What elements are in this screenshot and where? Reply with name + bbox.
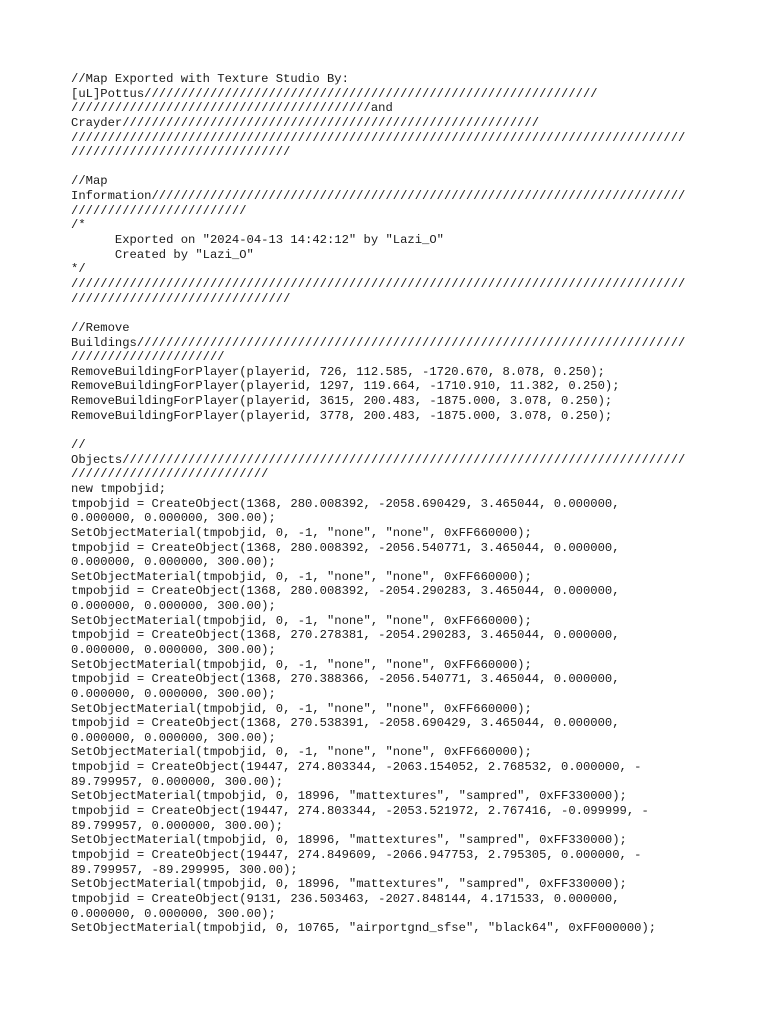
code-line: ///////////////////// xyxy=(71,350,225,365)
code-line: RemoveBuildingForPlayer(playerid, 1297, 119.664, -1710.910, 11.382, 0.250); xyxy=(71,379,620,394)
code-line: tmpobjid = CreateObject(19447, 274.803344, -2063.154052, 2.768532, 0.000000, - xyxy=(71,760,642,775)
code-line: SetObjectMaterial(tmpobjid, 0, 18996, "mattextures", "sampred", 0xFF330000); xyxy=(71,877,627,892)
code-line: tmpobjid = CreateObject(9131, 236.503463, -2027.848144, 4.171533, 0.000000, xyxy=(71,891,620,906)
code-line: 89.799957, 0.000000, 300.00); xyxy=(71,774,284,789)
code-line: //////////////////////////////////////////////////////////////////////////////////// xyxy=(71,276,686,291)
code-line: //////////////////////////////////////////////////////////////////////////////////// xyxy=(71,130,686,145)
code-line: RemoveBuildingForPlayer(playerid, 3778, 200.483, -1875.000, 3.078, 0.250); xyxy=(71,408,613,423)
code-line: /////////////////////////// xyxy=(71,467,269,482)
code-line: 0.000000, 0.000000, 300.00); xyxy=(71,730,276,745)
code-line: 0.000000, 0.000000, 300.00); xyxy=(71,555,276,570)
code-line: //Map Exported with Texture Studio By: xyxy=(71,72,349,86)
code-line: SetObjectMaterial(tmpobjid, 0, 18996, "mattextures", "sampred", 0xFF330000); xyxy=(71,789,627,804)
code-line: tmpobjid = CreateObject(1368, 280.008392, -2054.290283, 3.465044, 0.000000, xyxy=(71,584,620,599)
code-line: /* xyxy=(71,218,86,233)
code-line: SetObjectMaterial(tmpobjid, 0, -1, "none", "none", 0xFF660000); xyxy=(71,525,532,540)
code-line: Crayder///////////////////////////////////////////////////////// xyxy=(71,115,540,130)
code-line: */ xyxy=(71,262,86,277)
code-line: 89.799957, -89.299995, 300.00); xyxy=(71,862,298,877)
code-line: SetObjectMaterial(tmpobjid, 0, -1, "none", "none", 0xFF660000); xyxy=(71,657,532,672)
code-line: //////////////////////// xyxy=(71,203,247,218)
code-line: 0.000000, 0.000000, 300.00); xyxy=(71,599,276,614)
code-line: tmpobjid = CreateObject(19447, 274.803344, -2053.521972, 2.767416, -0.099999, - xyxy=(71,804,649,819)
code-line: 0.000000, 0.000000, 300.00); xyxy=(71,642,276,657)
code-line: SetObjectMaterial(tmpobjid, 0, 18996, "mattextures", "sampred", 0xFF330000); xyxy=(71,833,627,848)
code-line: SetObjectMaterial(tmpobjid, 0, -1, "none", "none", 0xFF660000); xyxy=(71,569,532,584)
code-line xyxy=(71,306,711,321)
code-line: //Remove xyxy=(71,320,130,335)
code-line: //Map xyxy=(71,174,108,189)
code-line: Buildings/////////////////////////////////////////////////////////////////////////// xyxy=(71,335,686,350)
code-line: ////////////////////////////// xyxy=(71,145,291,160)
code-line: Information///////////////////////////////////////////////////////////////////////// xyxy=(71,189,686,204)
code-line: ////////////////////////////// xyxy=(71,291,291,306)
code-line: SetObjectMaterial(tmpobjid, 0, -1, "none", "none", 0xFF660000); xyxy=(71,613,532,628)
code-line: 0.000000, 0.000000, 300.00); xyxy=(71,906,276,921)
code-line: SetObjectMaterial(tmpobjid, 0, 10765, "airportgnd_sfse", "black64", 0xFF000000); xyxy=(71,921,657,936)
code-line: // xyxy=(71,438,86,453)
code-line: tmpobjid = CreateObject(1368, 270.388366, -2056.540771, 3.465044, 0.000000, xyxy=(71,672,620,687)
code-line: 89.799957, 0.000000, 300.00); xyxy=(71,818,284,833)
code-line: tmpobjid = CreateObject(1368, 280.008392, -2058.690429, 3.465044, 0.000000, xyxy=(71,496,620,511)
code-line: tmpobjid = CreateObject(1368, 270.278381, -2054.290283, 3.465044, 0.000000, xyxy=(71,628,620,643)
code-listing xyxy=(71,72,711,936)
code-line: RemoveBuildingForPlayer(playerid, 726, 112.585, -1720.670, 8.078, 0.250); xyxy=(71,364,605,379)
code-line: 0.000000, 0.000000, 300.00); xyxy=(71,511,276,526)
code-line: 0.000000, 0.000000, 300.00); xyxy=(71,686,276,701)
code-line: Created by "Lazi_O" xyxy=(71,247,254,262)
code-line: [uL]Pottus////////////////////////////////////////////////////////////// xyxy=(71,86,598,101)
code-line: tmpobjid = CreateObject(1368, 280.008392, -2056.540771, 3.465044, 0.000000, xyxy=(71,540,620,555)
code-line: SetObjectMaterial(tmpobjid, 0, -1, "none", "none", 0xFF660000); xyxy=(71,701,532,716)
code-line: Exported on "2024-04-13 14:42:12" by "Lazi_O" xyxy=(71,233,444,248)
code-line: RemoveBuildingForPlayer(playerid, 3615, 200.483, -1875.000, 3.078, 0.250); xyxy=(71,394,613,409)
code-line: tmpobjid = CreateObject(19447, 274.849609, -2066.947753, 2.795305, 0.000000, - xyxy=(71,847,642,862)
code-line xyxy=(71,423,711,438)
code-line: /////////////////////////////////////////and xyxy=(71,101,393,116)
code-line: tmpobjid = CreateObject(1368, 270.538391, -2058.690429, 3.465044, 0.000000, xyxy=(71,716,620,731)
code-line: Objects///////////////////////////////////////////////////////////////////////////// xyxy=(71,452,686,467)
code-line: SetObjectMaterial(tmpobjid, 0, -1, "none", "none", 0xFF660000); xyxy=(71,745,532,760)
code-line xyxy=(71,160,711,175)
code-line: new tmpobjid; xyxy=(71,481,167,496)
